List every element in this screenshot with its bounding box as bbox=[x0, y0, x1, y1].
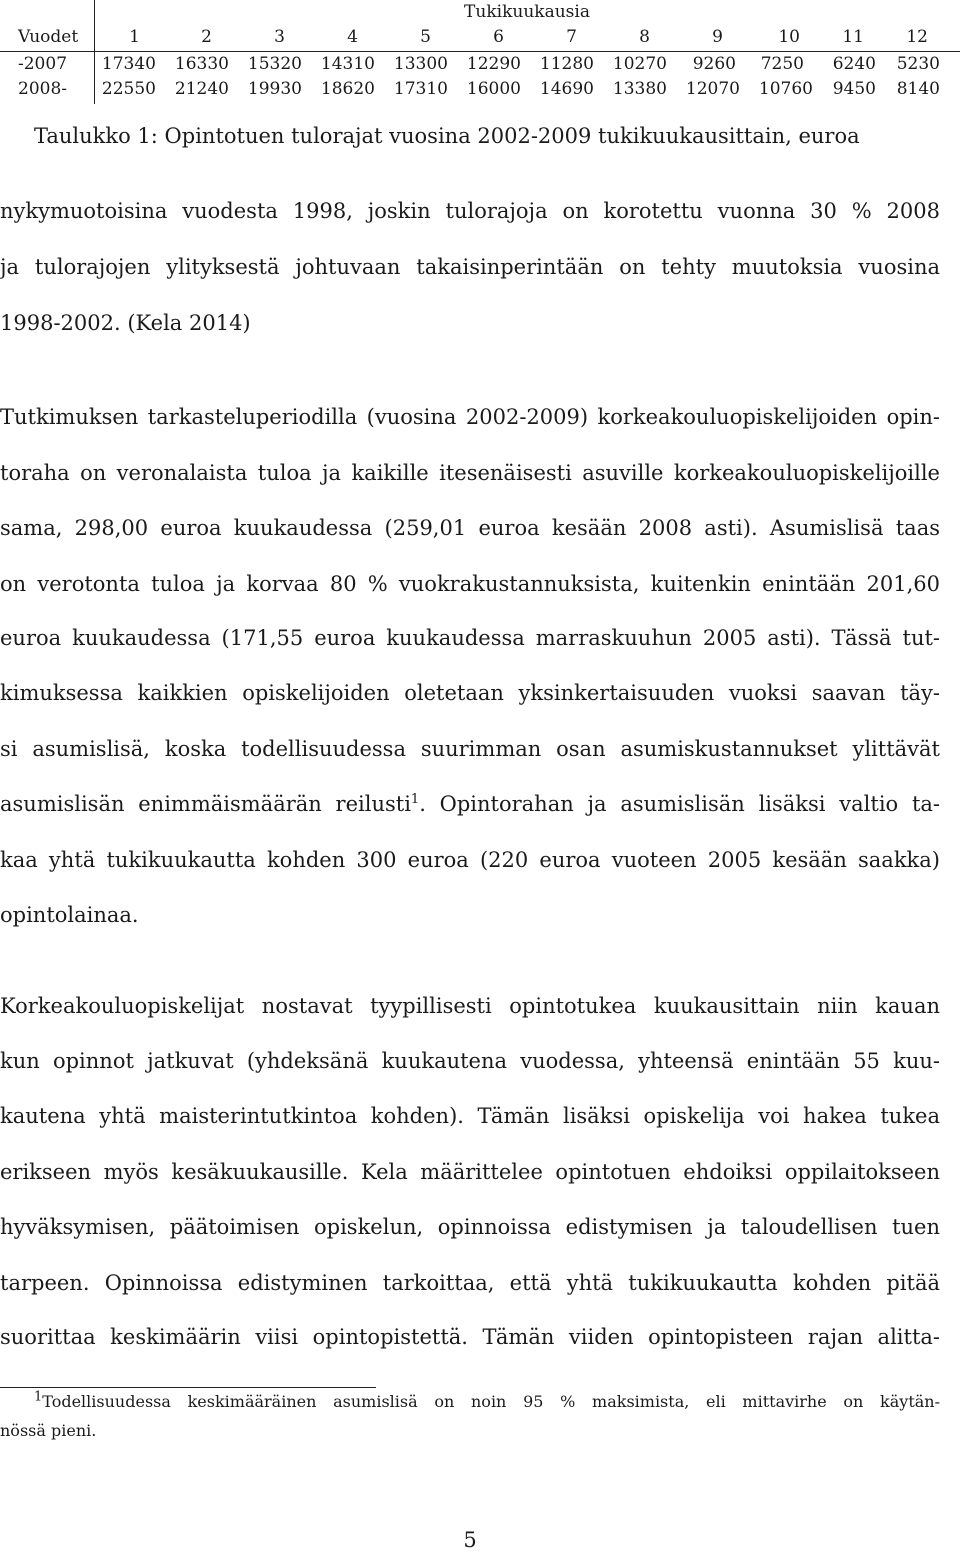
text-line: 1998-2002. (Kela 2014) bbox=[0, 311, 251, 335]
table-cell: 6240 bbox=[832, 54, 876, 74]
table-cell: 17340 bbox=[101, 54, 156, 74]
table-column-header: 3 bbox=[274, 27, 285, 47]
table-cell: 10270 bbox=[612, 54, 667, 74]
income-limits-table bbox=[0, 0, 960, 100]
table-header-row bbox=[0, 27, 960, 51]
table-column-header: 4 bbox=[347, 27, 358, 47]
text-line: toraha on veronalaista tuloa ja kaikille itesenäisesti asuville korkeakouluopiskelijoille bbox=[0, 461, 940, 485]
page-number: 5 bbox=[463, 1528, 477, 1552]
footnote-line bbox=[34, 1389, 940, 1414]
table-cell: 5230 bbox=[896, 54, 940, 74]
table-row-label: 2008- bbox=[18, 79, 68, 99]
table-cell: 12290 bbox=[466, 54, 521, 74]
table-cell: 22550 bbox=[101, 79, 156, 99]
text-line: Tutkimuksen tarkasteluperiodilla (vuosina 2002-2009) korkeakouluopiskelijoiden opin- bbox=[0, 405, 940, 429]
text-segment: asumislisän enimmäismäärän reilusti bbox=[0, 792, 411, 816]
table-cell: 13380 bbox=[612, 79, 667, 99]
text-line: nykymuotoisina vuodesta 1998, joskin tulorajoja on korotettu vuonna 30 % 2008 bbox=[0, 199, 940, 223]
table-cell: 16330 bbox=[174, 54, 229, 74]
footnote-reference[interactable]: 1 bbox=[410, 792, 420, 807]
table-column-header: 10 bbox=[778, 27, 800, 47]
footnote-line: nössä pieni. bbox=[0, 1421, 97, 1440]
table-cell: 19930 bbox=[247, 79, 302, 99]
table-cell: 14690 bbox=[539, 79, 594, 99]
text-line: kautena yhtä maisterintutkintoa kohden). Tämän lisäksi opiskelija voi hakea tukea bbox=[0, 1104, 940, 1128]
text-line: hyväksymisen, päätoimisen opiskelun, opinnoissa edistymisen ja taloudellisen tuen bbox=[0, 1215, 940, 1239]
text-line: opintolainaa. bbox=[0, 903, 139, 927]
table-cell: 17310 bbox=[393, 79, 448, 99]
table-row bbox=[0, 54, 960, 78]
table-row-label: -2007 bbox=[18, 54, 68, 74]
table-cell: 9260 bbox=[692, 54, 736, 74]
text-line: kaa yhtä tukikuukautta kohden 300 euroa (220 euroa vuoteen 2005 kesään saakka) bbox=[0, 848, 940, 872]
table-column-header: 5 bbox=[420, 27, 431, 47]
table-cell: 7250 bbox=[760, 54, 804, 74]
text-line: euroa kuukaudessa (171,55 euroa kuukaudessa marraskuuhun 2005 asti). Tässä tut- bbox=[0, 626, 940, 650]
text-line: kun opinnot jatkuvat (yhdeksänä kuukautena vuodessa, yhteensä enintään 55 kuu- bbox=[0, 1049, 940, 1073]
footnote-rule bbox=[0, 1387, 376, 1388]
table-cell: 8140 bbox=[896, 79, 940, 99]
table-column-header: 8 bbox=[639, 27, 650, 47]
table-cell: 15320 bbox=[247, 54, 302, 74]
text-line: ja tulorajojen ylityksestä johtuvaan takaisinperintään on tehty muutoksia vuosina bbox=[0, 255, 940, 279]
table-column-header: 1 bbox=[129, 27, 140, 47]
table-cell: 16000 bbox=[466, 79, 521, 99]
text-line: Korkeakouluopiskelijat nostavat tyypillisesti opintotukea kuukausittain niin kauan bbox=[0, 994, 940, 1018]
text-line: tarpeen. Opinnoissa edistyminen tarkoittaa, että yhtä tukikuukautta kohden pitää bbox=[0, 1271, 940, 1295]
footnote-text: Todellisuudessa keskimääräinen asumislisä on noin 95 % maksimista, eli mittavirhe on käytän- bbox=[42, 1392, 940, 1411]
table-cell: 11280 bbox=[539, 54, 594, 74]
table-column-header: 12 bbox=[906, 27, 928, 47]
text-segment: . Opintorahan ja asumislisän lisäksi valtio ta- bbox=[419, 792, 940, 816]
text-line: sama, 298,00 euroa kuukaudessa (259,01 euroa kesään 2008 asti). Asumislisä taas bbox=[0, 516, 940, 540]
table-group-header: Tukikuukausia bbox=[464, 2, 590, 22]
table-cell: 13300 bbox=[393, 54, 448, 74]
table-cell: 12070 bbox=[685, 79, 740, 99]
table-header-rule bbox=[0, 51, 960, 52]
text-line: kimuksessa kaikkien opiskelijoiden oletetaan yksinkertaisuuden vuoksi saavan täy- bbox=[0, 681, 940, 705]
table-cell: 14310 bbox=[320, 54, 375, 74]
table-caption: Taulukko 1: Opintotuen tulorajat vuosina 2002-2009 tukikuukausittain, euroa bbox=[34, 124, 860, 148]
table-column-header: 7 bbox=[566, 27, 577, 47]
footnote-mark: 1 bbox=[34, 1389, 43, 1405]
table-cell: 21240 bbox=[174, 79, 229, 99]
table-header-label: Vuodet bbox=[18, 27, 79, 47]
table-column-header: 9 bbox=[712, 27, 723, 47]
table-column-header: 2 bbox=[201, 27, 212, 47]
text-line: suorittaa keskimäärin viisi opintopistettä. Tämän viiden opintopisteen rajan alitta- bbox=[0, 1325, 940, 1349]
text-line bbox=[0, 792, 940, 822]
table-row bbox=[0, 79, 960, 103]
table-cell: 10760 bbox=[758, 79, 813, 99]
text-line: erikseen myös kesäkuukausille. Kela määrittelee opintotuen ehdoiksi oppilaitokseen bbox=[0, 1160, 940, 1184]
text-line: si asumislisä, koska todellisuudessa suurimman osan asumiskustannukset ylittävät bbox=[0, 737, 940, 761]
table-cell: 9450 bbox=[832, 79, 876, 99]
table-column-header: 11 bbox=[842, 27, 864, 47]
table-column-header: 6 bbox=[493, 27, 504, 47]
table-cell: 18620 bbox=[320, 79, 375, 99]
text-line: on verotonta tuloa ja korvaa 80 % vuokrakustannuksista, kuitenkin enintään 201,60 bbox=[0, 572, 940, 596]
